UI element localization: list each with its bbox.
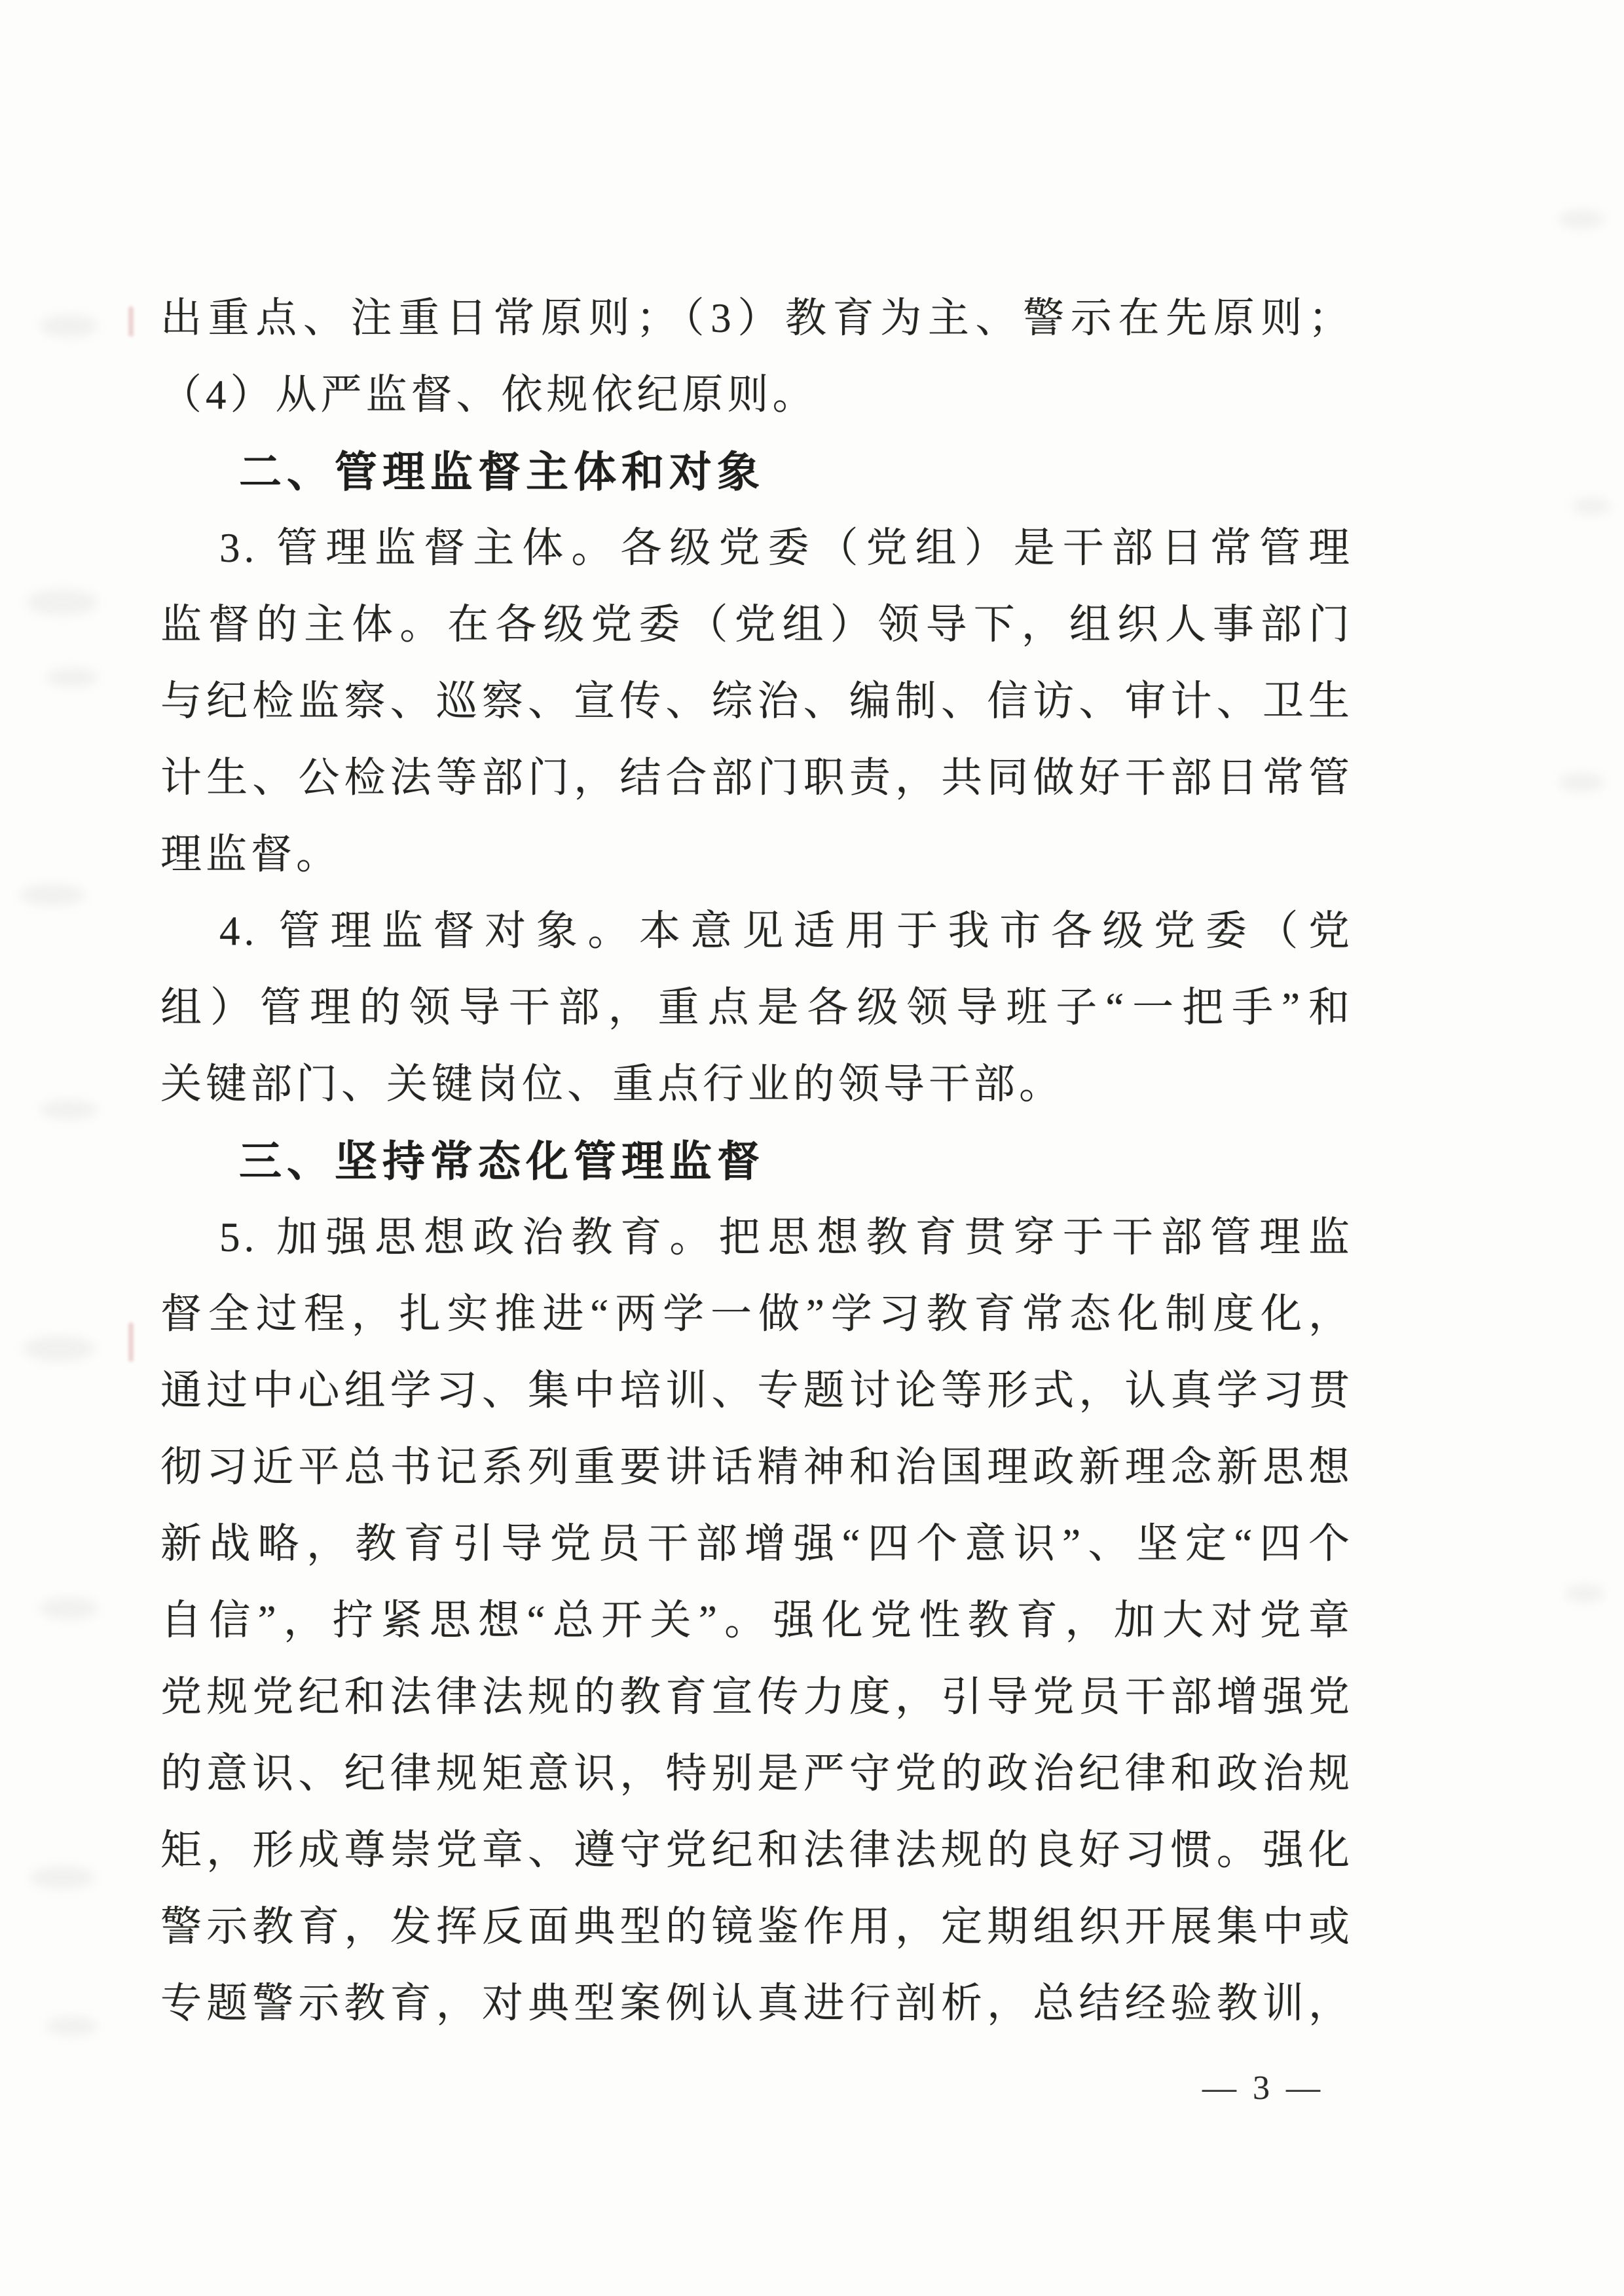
text-line: 5. 加强思想政治教育。把思想教育贯穿于干部管理监 xyxy=(219,1214,1354,1260)
text-line: 出重点、注重日常原则；（3）教育为主、警示在先原则； xyxy=(160,295,1354,341)
text-line: 新战略，教育引导党员干部增强“四个意识”、坚定“四个 xyxy=(160,1521,1354,1567)
scan-artifact xyxy=(46,668,98,687)
text-line: 理监督。 xyxy=(160,831,341,877)
text-line: 监督的主体。在各级党委（党组）领导下，组织人事部门 xyxy=(160,602,1354,647)
scan-artifact xyxy=(128,1322,134,1362)
text-line: 自信”，拧紧思想“总开关”。强化党性教育，加大对党章 xyxy=(160,1597,1354,1643)
text-line: 计生、公检法等部门，结合部门职责，共同做好干部日常管 xyxy=(160,755,1354,801)
scan-artifact xyxy=(1559,773,1604,792)
text-line: 与纪检监察、巡察、宣传、综治、编制、信访、审计、卫生 xyxy=(160,678,1354,724)
text-line: 党规党纪和法律法规的教育宣传力度，引导党员干部增强党 xyxy=(160,1674,1354,1720)
scan-artifact xyxy=(39,1100,98,1120)
text-line: （4）从严监督、依规依纪原则。 xyxy=(160,372,818,418)
text-line: 警示教育，发挥反面典型的镜鉴作用，定期组织开展集中或 xyxy=(160,1904,1354,1950)
text-line: 督全过程，扎实推进“两学一做”学习教育常态化制度化， xyxy=(160,1291,1354,1337)
text-line: 彻习近平总书记系列重要讲话精神和治国理政新理念新思想 xyxy=(160,1444,1354,1490)
scan-artifact xyxy=(29,1866,95,1889)
text-line: 通过中心组学习、集中培训、专题讨论等形式，认真学习贯 xyxy=(160,1368,1354,1413)
text-line: 专题警示教育，对典型案例认真进行剖析，总结经验教训， xyxy=(160,1980,1354,2026)
text-line: 的意识、纪律规矩意识，特别是严守党的政治纪律和政治规 xyxy=(160,1751,1354,1796)
page-number: — 3 — xyxy=(1202,2069,1324,2107)
text-line: 关键部门、关键岗位、重点行业的领导干部。 xyxy=(160,1061,1064,1107)
document-body xyxy=(160,280,1354,2042)
scan-artifact xyxy=(20,884,85,906)
scan-artifact xyxy=(46,2016,98,2036)
scan-artifact xyxy=(1565,1584,1604,1603)
text-line: 3. 管理监督主体。各级党委（党组）是干部日常管理 xyxy=(219,525,1354,571)
text-line: 矩，形成尊崇党章、遵守党纪和法律法规的良好习惯。强化 xyxy=(160,1827,1354,1873)
scan-artifact xyxy=(26,589,98,615)
scan-artifact xyxy=(39,1597,98,1620)
scan-artifact xyxy=(128,306,134,337)
section-heading: 三、坚持常态化管理监督 xyxy=(239,1137,766,1185)
scan-artifact xyxy=(23,1336,95,1362)
section-heading: 二、管理监督主体和对象 xyxy=(239,448,766,496)
text-line: 组）管理的领导干部，重点是各级领导班子“一把手”和 xyxy=(160,985,1354,1030)
scan-artifact xyxy=(1572,498,1611,515)
scan-artifact xyxy=(39,314,98,338)
text-line: 4. 管理监督对象。本意见适用于我市各级党委（党 xyxy=(219,908,1354,954)
scan-artifact xyxy=(1559,210,1604,229)
